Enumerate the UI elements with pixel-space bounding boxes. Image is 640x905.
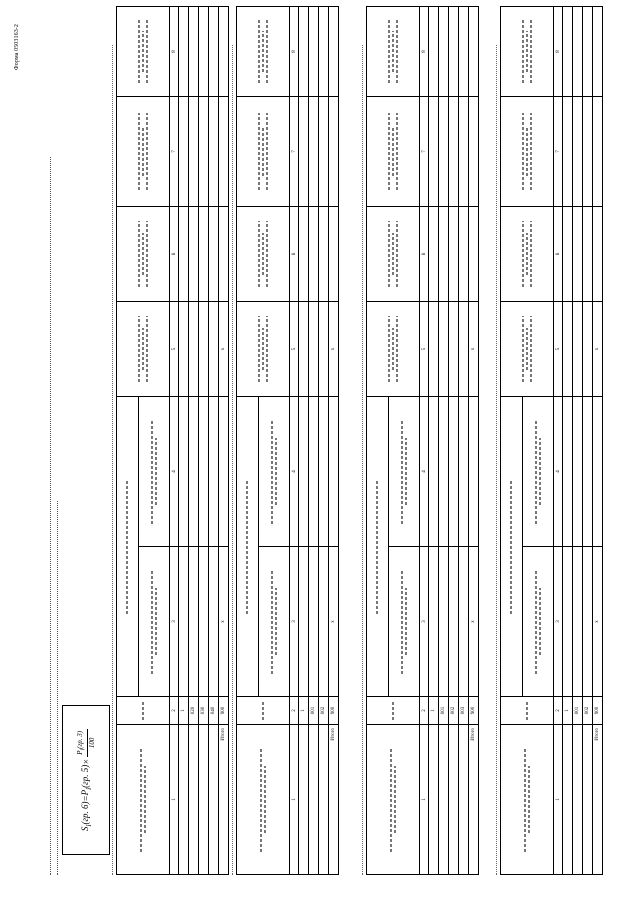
header-indicator-group [501, 397, 523, 697]
row-value [439, 97, 449, 207]
row-value [209, 302, 219, 397]
column-number: 7 [170, 97, 179, 207]
row-value [209, 397, 219, 547]
formula-box [62, 705, 110, 855]
row-value [573, 7, 583, 97]
row-value [179, 302, 189, 397]
total-value [593, 7, 603, 97]
row-value [299, 7, 309, 97]
table-row [449, 7, 459, 875]
row-value [199, 302, 209, 397]
table-row [179, 7, 189, 875]
row-value [179, 207, 189, 302]
column-number: 1 [170, 725, 179, 875]
row-value [299, 97, 309, 207]
column-number: 2 [290, 697, 299, 725]
row-code: 1 [299, 697, 309, 725]
header-column-5 [237, 302, 290, 397]
row-code: 030 [199, 697, 209, 725]
data-table [116, 6, 229, 875]
row-code: 003 [459, 697, 469, 725]
row-value [449, 207, 459, 302]
total-label: Итого [469, 725, 479, 875]
total-value [593, 397, 603, 547]
total-value: x [329, 302, 339, 397]
row-value [429, 97, 439, 207]
table-row [429, 7, 439, 875]
row-code: 002 [583, 697, 593, 725]
total-code: 900 [329, 697, 339, 725]
table-row [209, 7, 219, 875]
form-number: Форма 0503163-2 [14, 24, 20, 71]
row-code: 001 [573, 697, 583, 725]
row-value [583, 97, 593, 207]
row-value [439, 547, 449, 697]
column-number: 5 [290, 302, 299, 397]
header-column-7 [117, 97, 170, 207]
row-value [563, 547, 573, 697]
row-code: 001 [309, 697, 319, 725]
row-value [209, 97, 219, 207]
row-value [319, 547, 329, 697]
total-value [469, 97, 479, 207]
row-value [449, 547, 459, 697]
row-code: 020 [189, 697, 199, 725]
header-column-5 [117, 302, 170, 397]
header-column-5 [501, 302, 554, 397]
row-value [299, 397, 309, 547]
column-number: 5 [554, 302, 563, 397]
column-number: 1 [420, 725, 429, 875]
row-value [209, 7, 219, 97]
table-row [309, 7, 319, 875]
column-number: 3 [420, 547, 429, 697]
data-table [236, 6, 339, 875]
row-entity-cell [459, 725, 469, 875]
column-number: 3 [170, 547, 179, 697]
column-number: 6 [290, 207, 299, 302]
table-row [189, 7, 199, 875]
column-number: 4 [290, 397, 299, 547]
header-indicator-3 [138, 547, 169, 697]
column-number: 8 [290, 7, 299, 97]
column-number: 6 [420, 207, 429, 302]
row-entity-cell [299, 725, 309, 875]
row-value [309, 397, 319, 547]
row-value [563, 302, 573, 397]
header-column-6 [501, 207, 554, 302]
row-value [429, 397, 439, 547]
header-indicator-3 [388, 547, 419, 697]
total-value [593, 207, 603, 302]
row-value [209, 207, 219, 302]
table-row [573, 7, 583, 875]
row-value [189, 207, 199, 302]
row-value [449, 97, 459, 207]
row-value [449, 7, 459, 97]
total-value: x [593, 547, 603, 697]
total-value [329, 7, 339, 97]
header-column-6 [237, 207, 290, 302]
column-number: 8 [420, 7, 429, 97]
table-row [299, 7, 309, 875]
header-row-code [237, 697, 290, 725]
total-value [329, 97, 339, 207]
row-value [459, 302, 469, 397]
formula-fraction: $P_i(гр$. 3) 100 [76, 730, 96, 755]
header-entity-name [367, 725, 420, 875]
header-indicator-group [117, 397, 139, 697]
row-value [563, 207, 573, 302]
row-value [573, 97, 583, 207]
row-entity-cell [209, 725, 219, 875]
table-row [439, 7, 449, 875]
formula-equals: = [81, 795, 91, 802]
row-code: 001 [439, 697, 449, 725]
header-column-7 [237, 97, 290, 207]
row-code: 1 [563, 697, 573, 725]
row-value [209, 547, 219, 697]
header-row-code [367, 697, 420, 725]
header-column-8 [501, 7, 554, 97]
header-indicator-4 [522, 397, 553, 547]
total-value [593, 97, 603, 207]
header-column-8 [367, 7, 420, 97]
header-column-6 [367, 207, 420, 302]
column-number: 7 [290, 97, 299, 207]
header-entity-name [117, 725, 170, 875]
total-value [469, 207, 479, 302]
total-value [329, 207, 339, 302]
column-number: 6 [554, 207, 563, 302]
row-code: 1 [429, 697, 439, 725]
row-value [319, 302, 329, 397]
column-number: 8 [170, 7, 179, 97]
total-value: x [593, 302, 603, 397]
row-value [199, 207, 209, 302]
total-label: Итого [329, 725, 339, 875]
row-value [459, 397, 469, 547]
row-value [299, 302, 309, 397]
row-value [573, 207, 583, 302]
row-value [179, 97, 189, 207]
row-value [439, 397, 449, 547]
row-value [199, 397, 209, 547]
column-number: 5 [170, 302, 179, 397]
header-row-code [501, 697, 554, 725]
total-value [329, 397, 339, 547]
row-value [573, 302, 583, 397]
row-value [583, 547, 593, 697]
total-label: Итого [593, 725, 603, 875]
total-row [593, 7, 603, 875]
row-entity-cell [563, 725, 573, 875]
total-code: 900 [219, 697, 229, 725]
column-number: 4 [170, 397, 179, 547]
row-value [309, 97, 319, 207]
column-number: 1 [554, 725, 563, 875]
row-value [189, 7, 199, 97]
header-row-code [117, 697, 170, 725]
total-code: 900 [593, 697, 603, 725]
header-column-8 [237, 7, 290, 97]
row-entity-cell [319, 725, 329, 875]
data-table [366, 6, 479, 875]
row-entity-cell [573, 725, 583, 875]
row-code: 040 [209, 697, 219, 725]
row-value [459, 207, 469, 302]
row-value [449, 302, 459, 397]
row-value [583, 7, 593, 97]
total-row [329, 7, 339, 875]
total-value: x [329, 547, 339, 697]
row-entity-cell [199, 725, 209, 875]
header-indicator-4 [138, 397, 169, 547]
row-value [583, 207, 593, 302]
formula-times: × [81, 758, 91, 765]
table-row [563, 7, 573, 875]
column-number: 2 [554, 697, 563, 725]
row-value [573, 547, 583, 697]
column-number: 3 [554, 547, 563, 697]
total-value: x [469, 302, 479, 397]
form-heading [44, 95, 60, 875]
row-entity-cell [583, 725, 593, 875]
row-value [449, 397, 459, 547]
header-indicator-4 [258, 397, 289, 547]
data-table [500, 6, 603, 875]
header-entity-name [501, 725, 554, 875]
column-number: 5 [420, 302, 429, 397]
table-row [199, 7, 209, 875]
row-value [319, 7, 329, 97]
row-value [459, 97, 469, 207]
header-column-7 [367, 97, 420, 207]
row-entity-cell [449, 725, 459, 875]
row-value [439, 7, 449, 97]
row-code: 1 [179, 697, 189, 725]
row-value [583, 397, 593, 547]
header-column-5 [367, 302, 420, 397]
row-entity-cell [429, 725, 439, 875]
header-indicator-3 [522, 547, 553, 697]
row-value [309, 547, 319, 697]
table-row [319, 7, 329, 875]
column-number: 4 [554, 397, 563, 547]
row-value [429, 302, 439, 397]
total-row [469, 7, 479, 875]
row-value [583, 302, 593, 397]
row-value [309, 207, 319, 302]
row-value [189, 547, 199, 697]
row-entity-cell [189, 725, 199, 875]
total-label: Итого [219, 725, 229, 875]
header-indicator-group [367, 397, 389, 697]
column-number: 2 [420, 697, 429, 725]
row-value [319, 207, 329, 302]
total-value: x [219, 547, 229, 697]
row-code: 002 [449, 697, 459, 725]
header-column-7 [501, 97, 554, 207]
row-value [299, 547, 309, 697]
row-value [459, 7, 469, 97]
row-entity-cell [309, 725, 319, 875]
row-value [439, 302, 449, 397]
header-column-6 [117, 207, 170, 302]
column-number: 2 [170, 697, 179, 725]
column-number: 1 [290, 725, 299, 875]
row-value [309, 302, 319, 397]
header-column-8 [117, 7, 170, 97]
row-value [179, 7, 189, 97]
row-value [189, 97, 199, 207]
row-value [319, 397, 329, 547]
formula-lhs: $S_i(гр$. 6) [79, 801, 93, 832]
section-title [354, 45, 363, 875]
row-value [189, 397, 199, 547]
column-number: 6 [170, 207, 179, 302]
table-row [459, 7, 469, 875]
section-title [224, 45, 233, 875]
row-value [179, 547, 189, 697]
column-number: 7 [554, 97, 563, 207]
row-value [199, 7, 209, 97]
total-value [469, 7, 479, 97]
row-entity-cell [179, 725, 189, 875]
row-value [299, 207, 309, 302]
row-value [563, 7, 573, 97]
row-value [429, 547, 439, 697]
row-value [319, 97, 329, 207]
row-value [573, 397, 583, 547]
row-code: 002 [319, 697, 329, 725]
row-value [179, 397, 189, 547]
column-number: 3 [290, 547, 299, 697]
row-value [189, 302, 199, 397]
total-value: x [219, 302, 229, 397]
row-value [309, 7, 319, 97]
total-value: x [469, 547, 479, 697]
row-value [429, 207, 439, 302]
row-value [199, 547, 209, 697]
formula-rhs: $P_i(гр$. 5) [79, 764, 93, 796]
row-value [199, 97, 209, 207]
column-number: 8 [554, 7, 563, 97]
header-indicator-group [237, 397, 259, 697]
column-number: 7 [420, 97, 429, 207]
row-value [459, 547, 469, 697]
header-indicator-3 [258, 547, 289, 697]
section-title [488, 45, 497, 875]
section-title [104, 45, 113, 875]
header-indicator-4 [388, 397, 419, 547]
total-value [469, 397, 479, 547]
total-code: 900 [469, 697, 479, 725]
header-entity-name [237, 725, 290, 875]
row-entity-cell [439, 725, 449, 875]
row-value [429, 7, 439, 97]
row-value [563, 97, 573, 207]
table-row [583, 7, 593, 875]
column-number: 4 [420, 397, 429, 547]
row-value [439, 207, 449, 302]
row-value [563, 397, 573, 547]
